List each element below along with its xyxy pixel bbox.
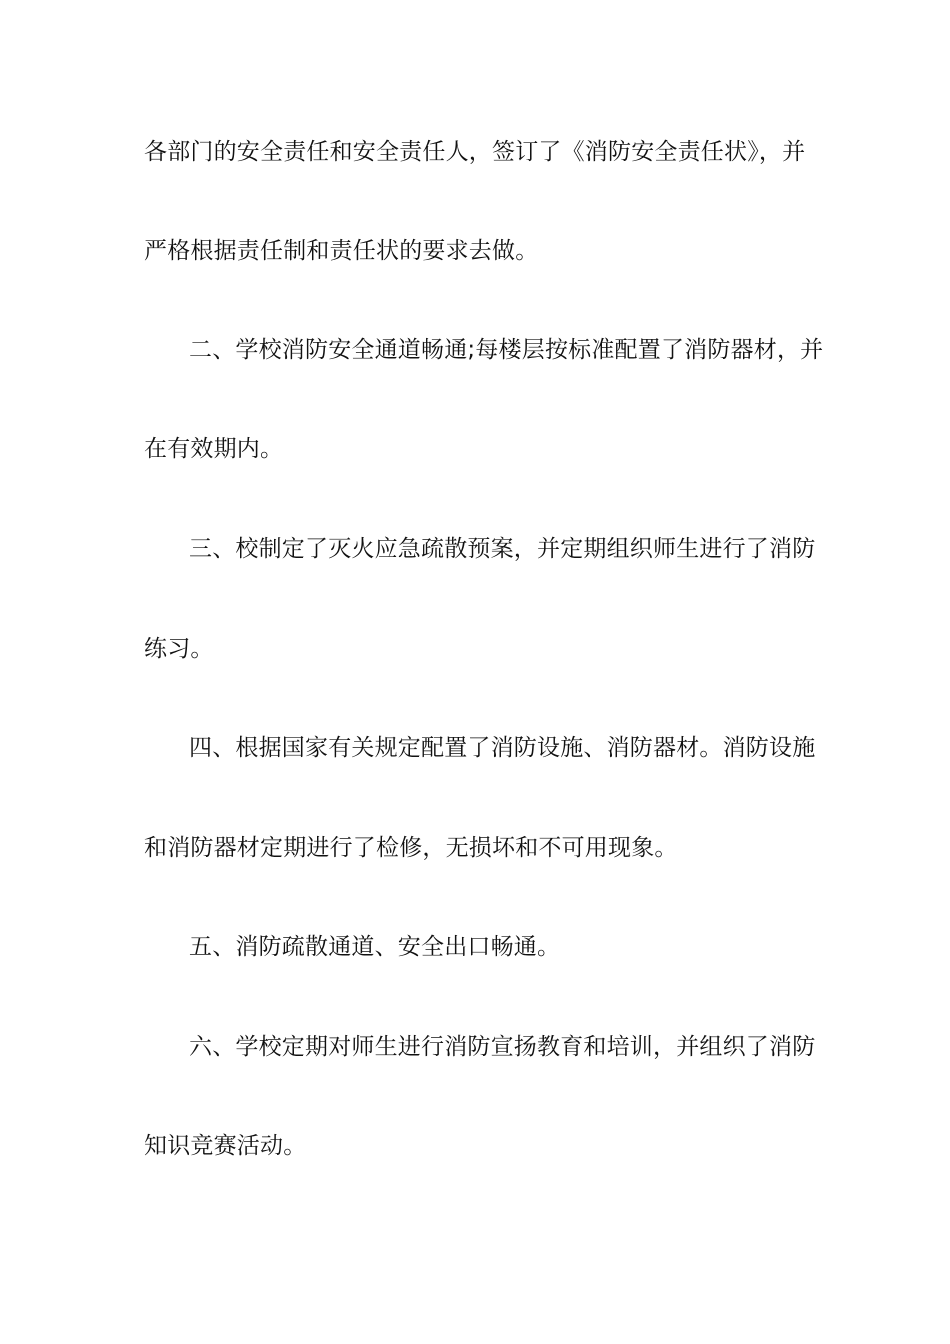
paragraph-line: 六、学校定期对师生进行消防宣扬教育和培训，并组织了消防: [189, 1034, 816, 1060]
paragraph-line: 知识竞赛活动。: [144, 1133, 307, 1159]
paragraph-line: 练习。: [144, 636, 214, 662]
paragraph-line: 和消防器材定期进行了检修，无损坏和不可用现象。: [144, 835, 678, 861]
paragraph-line: 五、消防疏散通道、安全出口畅通。: [189, 934, 561, 960]
paragraph-line: 在有效期内。: [144, 436, 284, 462]
paragraph-line: 严格根据责任制和责任状的要求去做。: [144, 238, 539, 264]
paragraph-line: 四、根据国家有关规定配置了消防设施、消防器材。消防设施: [189, 735, 816, 761]
paragraph-line: 三、校制定了灭火应急疏散预案，并定期组织师生进行了消防: [189, 536, 816, 562]
paragraph-line: 各部门的安全责任和安全责任人，签订了《消防安全责任状》，并: [144, 139, 806, 165]
paragraph-line: 二、学校消防安全通道畅通;每楼层按标准配置了消防器材，并: [189, 337, 824, 363]
